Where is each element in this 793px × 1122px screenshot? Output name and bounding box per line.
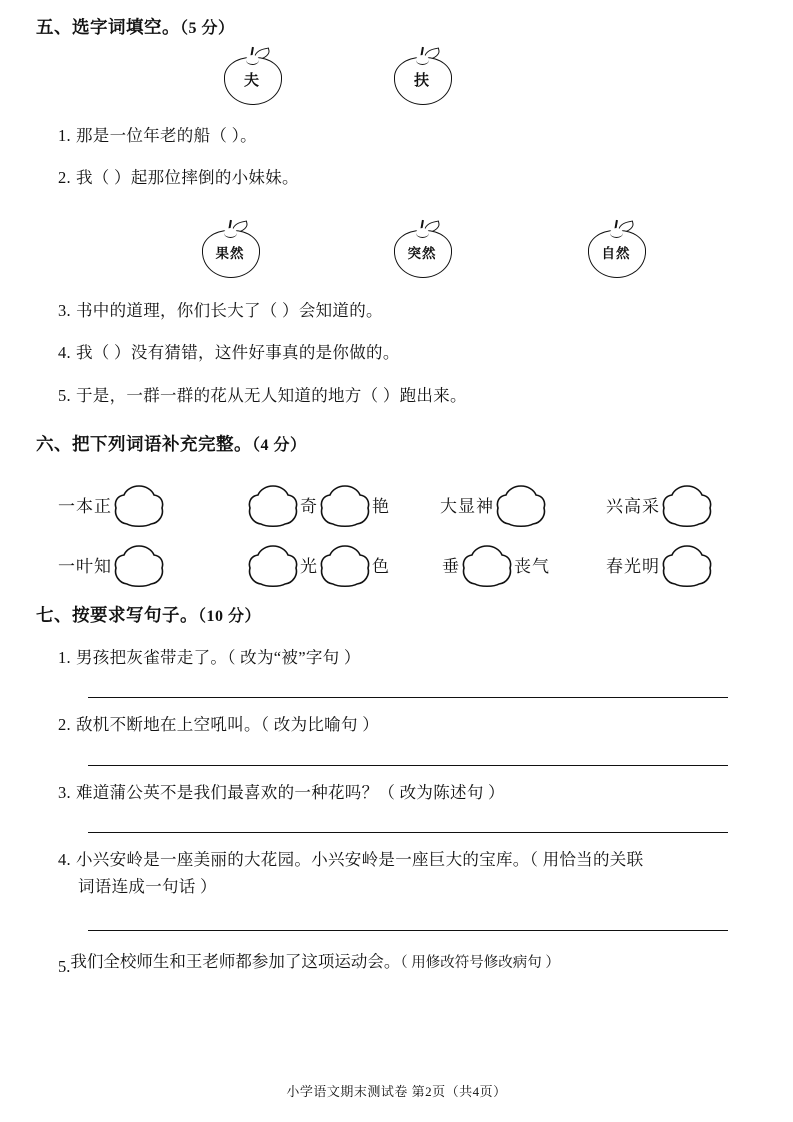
apple-dent-icon	[610, 228, 623, 238]
apple-token	[394, 47, 452, 103]
answer-line[interactable]	[88, 765, 728, 766]
apple-token	[394, 220, 458, 276]
question-text-note: （ 用修改符号修改病句 ）	[400, 954, 560, 971]
apple-word-text: 扶	[413, 73, 430, 89]
section-7-points: （10 分）	[198, 607, 262, 625]
section-6-points: （4 分）	[252, 436, 307, 454]
idiom-text-before: 一本正	[58, 496, 112, 516]
blank-flower-shape	[247, 484, 299, 528]
blank-flower-shape	[661, 544, 713, 588]
question-text: 我们全校师生和王老师都参加了这项运动会。	[70, 951, 401, 971]
apple-word-text: 果然	[215, 245, 245, 261]
question-number: 5.	[58, 385, 71, 405]
question-number: 1.	[58, 647, 71, 667]
apple-dent-icon	[416, 228, 429, 238]
question-item	[36, 847, 758, 900]
question-text: 男孩把灰雀带走了。（ 改为“被”字句 ）	[76, 647, 361, 667]
blank-flower-shape	[461, 544, 513, 588]
idiom-text-before: 兴高采	[606, 496, 660, 516]
question-item	[36, 780, 758, 806]
question-number: 1.	[58, 126, 71, 145]
section-title-7	[36, 602, 758, 629]
question-text: 小兴安岭是一座美丽的大花园。小兴安岭是一座巨大的宝库。（ 用恰当的关联	[76, 850, 644, 870]
question-number: 5.	[58, 956, 71, 976]
question-item	[36, 645, 758, 671]
apple-token	[202, 220, 266, 276]
idiom-item	[246, 484, 390, 528]
answer-line[interactable]	[88, 930, 728, 931]
question-item	[36, 340, 758, 366]
idiom-text-before: 垂	[442, 556, 460, 576]
apple-word-row-2	[36, 220, 758, 282]
idiom-text-before: 一叶知	[58, 556, 112, 576]
question-text: 我（ ）起那位摔倒的小妹妹。	[76, 168, 299, 188]
section-7-heading: 七、按要求写句子。	[36, 604, 198, 625]
idiom-row-1	[36, 470, 758, 528]
question-item	[36, 298, 758, 324]
apple-word-text: 自然	[601, 245, 631, 261]
question-text: 书中的道理，你们长大了（ ）会知道的。	[76, 300, 383, 320]
question-number: 3.	[58, 782, 71, 802]
idiom-text-before: 春光明	[606, 556, 660, 576]
idiom-text-after: 艳	[372, 496, 390, 516]
question-text: 敌机不断地在上空吼叫。（ 改为比喻句 ）	[76, 715, 379, 735]
section-5-points: （5 分）	[180, 20, 235, 37]
idiom-text-mid: 奇	[300, 496, 318, 516]
question-number: 4.	[58, 850, 71, 870]
blank-flower-shape	[661, 484, 713, 528]
answer-line[interactable]	[88, 832, 728, 833]
apple-dent-icon	[246, 55, 259, 65]
idiom-row-2	[36, 530, 758, 588]
blank-flower-shape	[247, 544, 299, 588]
question-item	[36, 383, 758, 409]
question-item	[36, 949, 758, 980]
idiom-item	[58, 544, 166, 588]
question-text-continued: 词语连成一句话 ）	[78, 876, 217, 896]
page-footer: 小学语文期末测试卷 第2页（共4页）	[286, 1084, 507, 1099]
idiom-text-mid: 光	[300, 556, 318, 576]
idiom-item	[58, 484, 166, 528]
idiom-item	[246, 544, 390, 588]
answer-line[interactable]	[88, 697, 728, 698]
blank-flower-shape	[113, 484, 165, 528]
question-text: 难道蒲公英不是我们最喜欢的一种花吗？（ 改为陈述句 ）	[76, 782, 505, 802]
blank-flower-shape	[319, 484, 371, 528]
idiom-text-after: 色	[372, 556, 390, 576]
question-number: 2.	[58, 715, 71, 735]
apple-dent-icon	[416, 55, 429, 65]
apple-dent-icon	[224, 228, 237, 238]
apple-word-row-1	[36, 47, 758, 109]
question-number: 2.	[58, 168, 71, 188]
idiom-item	[606, 544, 714, 588]
question-item	[36, 165, 758, 191]
apple-word-text: 夫	[243, 73, 260, 89]
idiom-item	[440, 484, 548, 528]
section-title-5	[36, 14, 758, 41]
section-title-6	[36, 431, 758, 458]
page-content	[36, 14, 758, 980]
section-6-heading: 六、把下列词语补充完整。	[36, 433, 252, 454]
idiom-item	[442, 544, 550, 588]
blank-flower-shape	[319, 544, 371, 588]
apple-token	[588, 220, 652, 276]
question-item	[36, 712, 758, 738]
blank-flower-shape	[113, 544, 165, 588]
section-5-heading: 五、选字词填空。	[36, 17, 180, 37]
question-number: 3.	[58, 300, 71, 320]
question-item	[36, 123, 758, 149]
question-text: 于是，一群一群的花从无人知道的地方（ ）跑出来。	[76, 385, 467, 405]
blank-flower-shape	[495, 484, 547, 528]
idiom-text-before: 大显神	[440, 496, 494, 516]
question-text: 那是一位年老的船（ ）。	[76, 126, 257, 145]
idiom-item	[606, 484, 714, 528]
question-number: 4.	[58, 343, 71, 363]
apple-token	[224, 47, 282, 103]
idiom-text-after: 丧气	[514, 556, 550, 576]
question-text: 我（ ）没有猜错，这件好事真的是你做的。	[76, 343, 400, 363]
apple-word-text: 突然	[407, 245, 437, 261]
